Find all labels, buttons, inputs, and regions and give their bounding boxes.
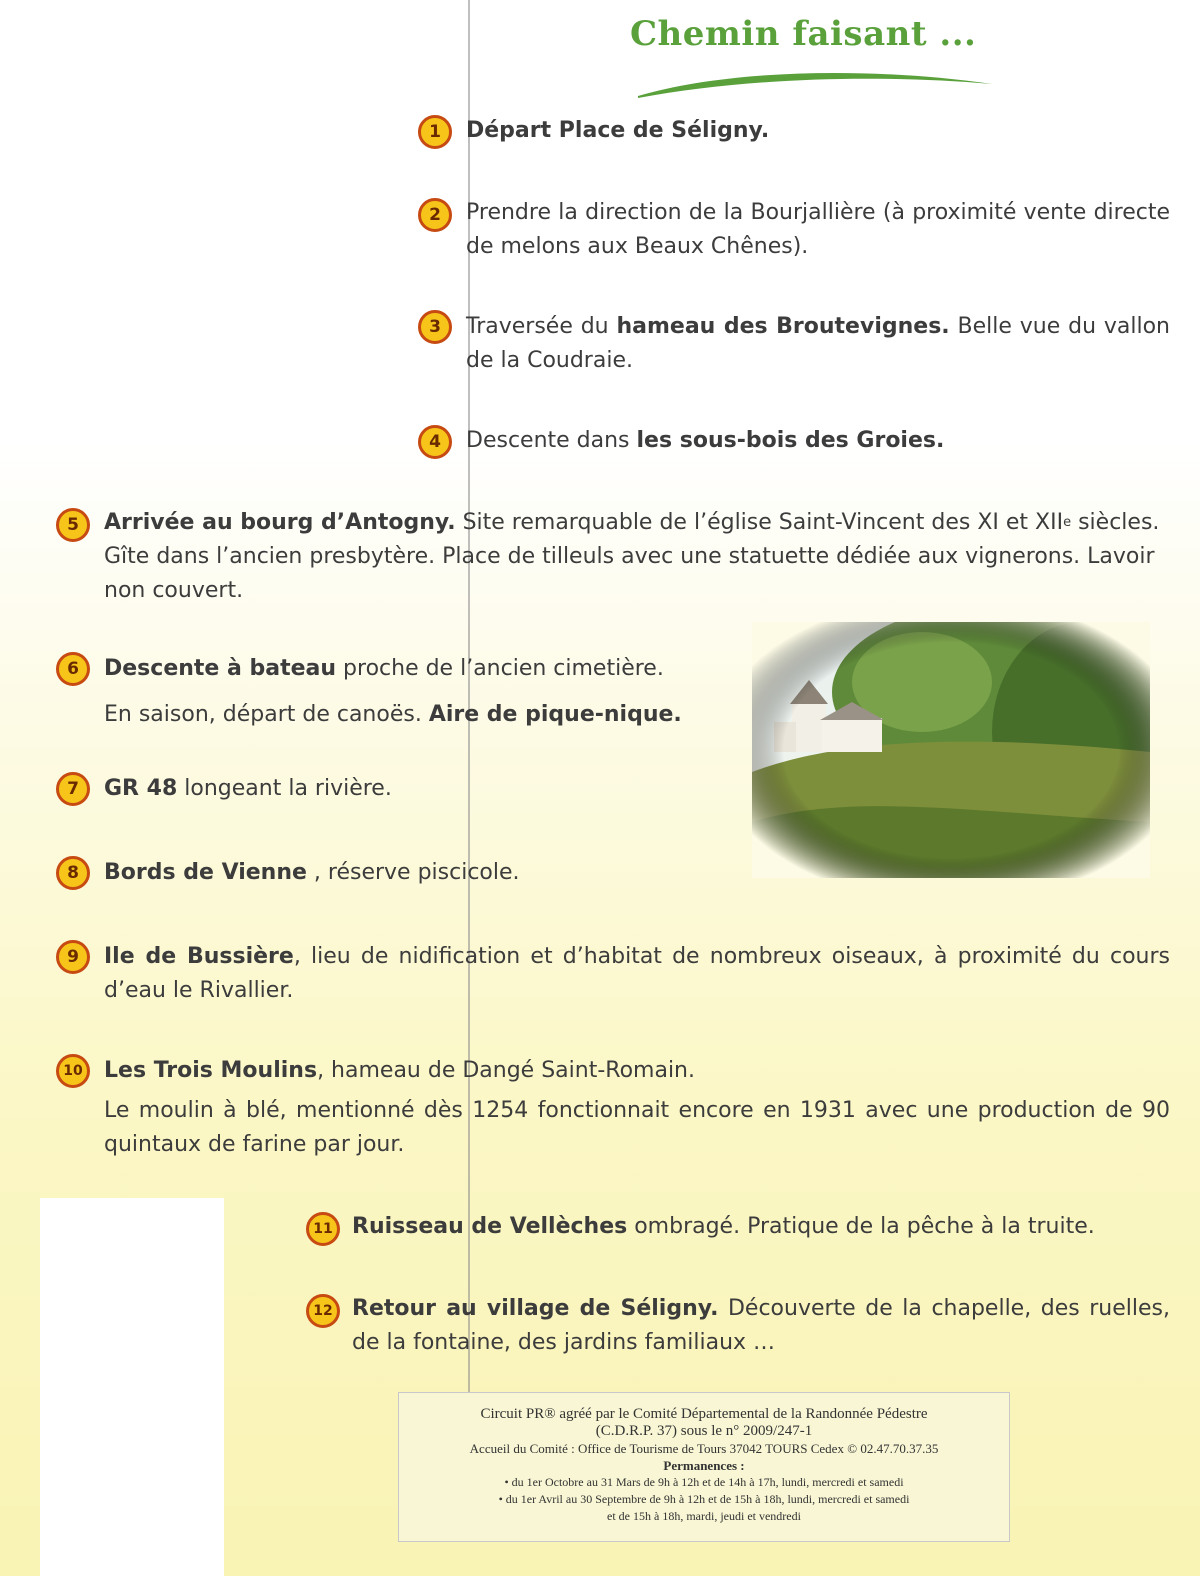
step-9: Ile de Bussière, lieu de nidification et d’habitat de nombreux oiseaux, à proximité du cours d’eau le Rivallier. [104,944,1170,1003]
church-landscape-photo [752,622,1150,878]
step-badge-7: 7 [56,772,90,806]
step-8: Bords de Vienne , réserve piscicole. [104,860,520,885]
step-1: Départ Place de Séligny. [466,118,770,143]
step-badge-9: 9 [56,940,90,974]
step-badge-11: 11 [306,1212,340,1246]
step-badge-2: 2 [418,198,452,232]
footer-line-2: (C.D.R.P. 37) sous le n° 2009/247-1 [595,1423,813,1439]
step-6: Descente à bateau proche de l’ancien cimetière. En saison, départ de canoës. Aire de pique-nique. [104,656,682,727]
step-badge-8: 8 [56,856,90,890]
step-badge-4: 4 [418,425,452,459]
page-title: Chemin faisant ... [630,14,977,54]
step-badge-6: 6 [56,652,90,686]
step-12: Retour au village de Séligny. Découverte de la chapelle, des ruelles, de la fontaine, des jardins familiaux … [352,1296,1170,1355]
footer-line-3: Accueil du Comité : Office de Tourisme de Tours 37042 TOURS Cedex © 02.47.70.37.35 [469,1441,939,1456]
step-badge-1: 1 [418,115,452,149]
step-badge-10: 10 [56,1054,90,1088]
step-4: Descente dans les sous-bois des Groies. [466,428,945,453]
step-5: Arrivée au bourg d’Antogny. Site remarquable de l’église Saint-Vincent des XI et XIIe siècles. Gîte dans l’ancien presbytère. Place de tilleuls avec une statuette dédiée aux vignerons. Lavoir non couvert. [104,510,1160,603]
footer-line-5: • du 1er Octobre au 31 Mars de 9h à 12h et de 14h à 17h, lundi, mercredi et samedi [504,1475,904,1489]
step-11: Ruisseau de Vellèches ombragé. Pratique de la pêche à la truite. [352,1214,1095,1239]
footer-line-7: et de 15h à 18h, mardi, jeudi et vendredi [607,1509,801,1523]
blank-panel [40,1198,224,1576]
step-3: Traversée du hameau des Broutevignes. Belle vue du vallon de la Coudraie. [466,314,1170,373]
step-10: Les Trois Moulins, hameau de Dangé Saint-Romain. Le moulin à blé, mentionné dès 1254 fonctionnait encore en 1931 avec une production de 90 quintaux de farine par jour. [104,1058,1170,1157]
footer-line-6: • du 1er Avril au 30 Septembre de 9h à 12h et de 15h à 18h, lundi, mercredi et samedi [498,1492,910,1506]
footer-line-4: Permanences : [663,1458,745,1473]
footer-line-1: Circuit PR® agréé par le Comité Départemental de la Randonnée Pédestre [480,1406,928,1422]
step-badge-5: 5 [56,508,90,542]
step-badge-3: 3 [418,310,452,344]
title-swoosh [636,62,996,102]
footer-info-box [398,1392,1010,1542]
step-badge-12: 12 [306,1294,340,1328]
step-7: GR 48 longeant la rivière. [104,776,392,801]
step-2: Prendre la direction de la Bourjallière (à proximité vente directe de melons aux Beaux Chênes). [466,200,1170,259]
